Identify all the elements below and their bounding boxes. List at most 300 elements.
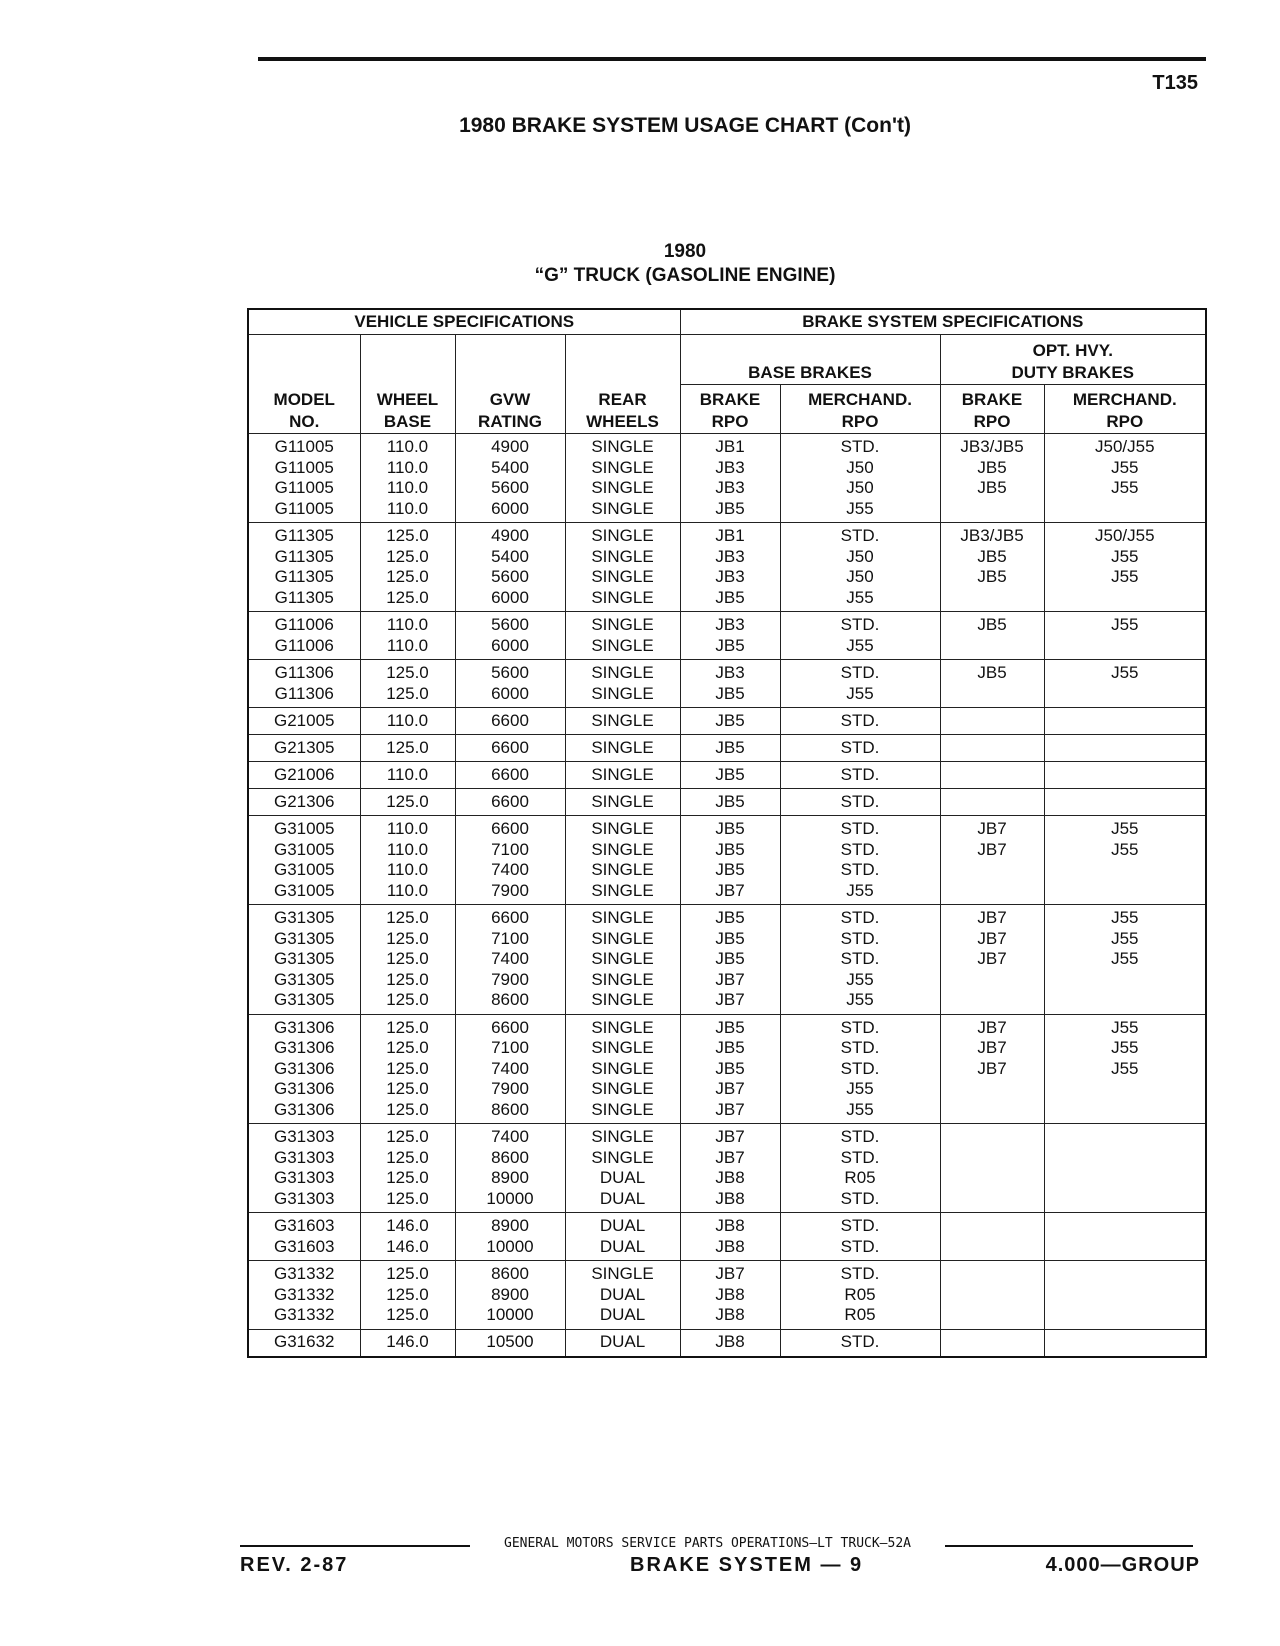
cell-value: SINGLE: [591, 880, 654, 900]
gvw-cell: [455, 816, 565, 905]
cell-value: J55: [1111, 1038, 1139, 1057]
cell-value: STD.: [840, 1058, 880, 1078]
brake-rpo-cell: [680, 789, 780, 816]
cell-value: SINGLE: [591, 839, 654, 859]
cell-value: J55: [1111, 839, 1139, 859]
cell-value: 10500: [486, 1332, 534, 1352]
cell-value: 125.0: [386, 949, 429, 968]
cell-value: STD.: [840, 1017, 880, 1037]
sub-heading: [0, 240, 1280, 288]
cell-value: G31303: [274, 1127, 335, 1146]
cell-value: J55: [1111, 663, 1139, 682]
cell-value: J55: [1111, 949, 1139, 968]
brake-specs-header: BRAKE SYSTEM SPECIFICATIONS: [680, 309, 1206, 335]
cell-value: 110.0: [386, 839, 429, 859]
cell-value: G21305: [274, 737, 335, 757]
cell-value: 6600: [491, 1017, 529, 1037]
sub-heading-line: “G” TRUCK (GASOLINE ENGINE): [534, 265, 836, 286]
cell-value: G31306: [274, 1017, 335, 1037]
merch-rpo-cell: [780, 523, 940, 612]
cell-value: DUAL: [599, 1188, 646, 1208]
col-header-brake-rpo: [680, 385, 780, 434]
cell-value: JB7: [977, 1017, 1007, 1037]
cell-value: 7900: [491, 969, 529, 989]
cell-value: 6600: [491, 710, 529, 730]
cell-value: J55: [846, 969, 874, 989]
cell-value: G11006: [274, 635, 334, 655]
col-header-rear-wheels: [565, 385, 680, 434]
header-blank: [455, 335, 565, 385]
col-header-text: WHEELS: [586, 412, 659, 431]
table-row: [248, 1124, 1206, 1213]
rear-wheels-cell: [565, 434, 680, 523]
cell-value: JB5: [715, 949, 745, 968]
brake-rpo-cell: [680, 816, 780, 905]
wheel-base-cell: [360, 1213, 455, 1261]
cell-value: JB7: [715, 1147, 745, 1167]
cell-value: 5600: [491, 663, 529, 682]
cell-value: JB7: [977, 1038, 1007, 1057]
cell-value: 8900: [491, 1216, 529, 1235]
cell-value: J55: [1111, 1058, 1139, 1078]
cell-value: JB5: [715, 1058, 745, 1078]
rear-wheels-cell: [565, 523, 680, 612]
col-header-opt-brake-rpo: [940, 385, 1044, 434]
merch-rpo-cell: [780, 612, 940, 660]
sub-heading-year: 1980: [663, 241, 707, 262]
wheel-base-cell: [360, 1014, 455, 1124]
cell-value: 125.0: [386, 791, 429, 811]
model-cell: [248, 612, 360, 660]
cell-value: R05: [844, 1284, 876, 1304]
opt-heavy-duty-line1: OPT. HVY.: [1032, 341, 1113, 360]
cell-value: JB5: [715, 1038, 745, 1057]
cell-value: STD.: [840, 1127, 880, 1146]
cell-value: J55: [1111, 908, 1139, 927]
cell-value: JB8: [715, 1168, 745, 1187]
cell-value: JB8: [715, 1284, 745, 1304]
cell-value: SINGLE: [591, 860, 654, 879]
cell-value: J55: [846, 1079, 874, 1098]
col-header-text: MERCHAND.: [1072, 390, 1177, 409]
cell-value: 125.0: [386, 908, 429, 927]
opt-merch-rpo-cell: [1044, 1213, 1206, 1261]
cell-value: STD.: [840, 764, 880, 784]
cell-value: J55: [1111, 567, 1139, 586]
cell-value: SINGLE: [591, 1058, 654, 1078]
footer-publisher: GENERAL MOTORS SERVICE PARTS OPERATIONS—LT TRUCK—52A: [504, 1536, 911, 1551]
cell-value: 110.0: [386, 635, 429, 655]
cell-value: JB7: [977, 839, 1007, 859]
cell-value: G31303: [274, 1168, 335, 1187]
cell-value: DUAL: [599, 1236, 646, 1256]
cell-value: G31306: [274, 1058, 335, 1078]
table-row: [248, 434, 1206, 523]
cell-value: SINGLE: [591, 908, 654, 927]
cell-value: STD.: [840, 1264, 880, 1283]
cell-value: JB7: [977, 908, 1007, 927]
cell-value: JB5: [977, 663, 1007, 682]
cell-value: G31005: [274, 819, 335, 838]
cell-value: J55: [1111, 478, 1139, 497]
cell-value: J55: [1111, 457, 1139, 477]
cell-value: R05: [844, 1305, 876, 1324]
cell-value: J50/J55: [1095, 437, 1155, 456]
merch-rpo-cell: [780, 1014, 940, 1124]
cell-value: R05: [844, 1168, 876, 1187]
opt-brake-rpo-cell: [940, 1124, 1044, 1213]
cell-value: J55: [846, 498, 874, 518]
cell-value: G31306: [274, 1099, 335, 1119]
cell-value: SINGLE: [591, 457, 654, 477]
cell-value: G31005: [274, 839, 335, 859]
cell-value: SINGLE: [591, 990, 654, 1009]
cell-value: JB5: [715, 928, 745, 948]
cell-value: SINGLE: [591, 1038, 654, 1057]
gvw-cell: [455, 612, 565, 660]
table-row: [248, 789, 1206, 816]
cell-value: 7400: [491, 1127, 529, 1146]
cell-value: DUAL: [599, 1216, 646, 1235]
cell-value: STD.: [840, 819, 880, 838]
cell-value: 125.0: [386, 1017, 429, 1037]
opt-brake-rpo-cell: [940, 816, 1044, 905]
merch-rpo-cell: [780, 1124, 940, 1213]
cell-value: 6600: [491, 791, 529, 811]
col-header-text: BRAKE: [699, 390, 761, 409]
cell-value: SINGLE: [591, 1079, 654, 1098]
cell-value: J55: [846, 587, 874, 607]
cell-value: STD.: [840, 1332, 880, 1352]
brake-rpo-cell: [680, 1261, 780, 1330]
cell-value: SINGLE: [591, 969, 654, 989]
cell-value: J50: [846, 478, 874, 497]
cell-value: G31303: [274, 1147, 335, 1167]
cell-value: 125.0: [386, 1058, 429, 1078]
cell-value: JB5: [715, 587, 745, 607]
merch-rpo-cell: [780, 735, 940, 762]
cell-value: SINGLE: [591, 1017, 654, 1037]
cell-value: JB5: [715, 764, 745, 784]
cell-value: 125.0: [386, 737, 429, 757]
brake-rpo-cell: [680, 660, 780, 708]
cell-value: G11306: [274, 683, 334, 703]
opt-brake-rpo-cell: [940, 735, 1044, 762]
col-header-text: BRAKE: [961, 390, 1023, 409]
table-row: [248, 762, 1206, 789]
opt-merch-rpo-cell: [1044, 1014, 1206, 1124]
cell-value: JB5: [715, 908, 745, 927]
col-header-text: GVW: [489, 390, 531, 409]
model-cell: [248, 523, 360, 612]
footer-rule: [945, 1545, 1193, 1547]
opt-merch-rpo-cell: [1044, 708, 1206, 735]
cell-value: JB5: [977, 615, 1007, 634]
cell-value: 110.0: [386, 615, 429, 634]
col-header-text: RPO: [711, 412, 749, 431]
cell-value: STD.: [840, 526, 880, 545]
brake-usage-table: [247, 308, 1207, 1358]
model-cell: [248, 735, 360, 762]
col-header-text: MODEL: [273, 390, 335, 409]
cell-value: SINGLE: [591, 737, 654, 757]
cell-value: 7100: [491, 1038, 529, 1057]
gvw-cell: [455, 1213, 565, 1261]
cell-value: JB3: [715, 478, 745, 497]
cell-value: G31305: [274, 928, 335, 948]
cell-value: 7900: [491, 1079, 529, 1098]
merch-rpo-cell: [780, 660, 940, 708]
cell-value: G31332: [274, 1305, 335, 1324]
cell-value: SINGLE: [591, 663, 654, 682]
table-row: [248, 735, 1206, 762]
cell-value: G31306: [274, 1079, 335, 1098]
cell-value: JB8: [715, 1188, 745, 1208]
opt-heavy-duty-header: [940, 335, 1206, 385]
col-header-text: REAR: [598, 390, 647, 409]
cell-value: 110.0: [386, 819, 429, 838]
merch-rpo-cell: [780, 1329, 940, 1357]
cell-value: 7400: [491, 1058, 529, 1078]
cell-value: 125.0: [386, 1079, 429, 1098]
col-header-text: RPO: [841, 412, 879, 431]
cell-value: JB5: [715, 710, 745, 730]
cell-value: JB5: [715, 737, 745, 757]
cell-value: SINGLE: [591, 437, 654, 456]
top-rule: [258, 57, 1206, 61]
cell-value: SINGLE: [591, 615, 654, 634]
cell-value: 5600: [491, 478, 529, 497]
merch-rpo-cell: [780, 1213, 940, 1261]
cell-value: JB5: [977, 457, 1007, 477]
cell-value: 4900: [491, 437, 529, 456]
cell-value: 6600: [491, 764, 529, 784]
cell-value: 8600: [491, 1264, 529, 1283]
cell-value: G31332: [274, 1264, 335, 1283]
cell-value: 8900: [491, 1168, 529, 1187]
cell-value: JB8: [715, 1305, 745, 1324]
page-code: T135: [1152, 72, 1198, 94]
cell-value: JB1: [715, 526, 745, 545]
opt-brake-rpo-cell: [940, 1329, 1044, 1357]
cell-value: G11005: [274, 457, 334, 477]
cell-value: JB7: [715, 880, 745, 900]
cell-value: G21005: [274, 710, 335, 730]
cell-value: 5600: [491, 567, 529, 586]
cell-value: G11005: [274, 498, 334, 518]
cell-value: 125.0: [386, 1168, 429, 1187]
model-cell: [248, 789, 360, 816]
cell-value: 8600: [491, 1147, 529, 1167]
cell-value: STD.: [840, 710, 880, 730]
cell-value: G31305: [274, 908, 335, 927]
cell-value: JB5: [715, 635, 745, 655]
opt-merch-rpo-cell: [1044, 434, 1206, 523]
cell-value: J55: [1111, 928, 1139, 948]
cell-value: SINGLE: [591, 710, 654, 730]
model-cell: [248, 1329, 360, 1357]
cell-value: J55: [846, 880, 874, 900]
gvw-cell: [455, 1124, 565, 1213]
cell-value: 125.0: [386, 526, 429, 545]
cell-value: 125.0: [386, 1127, 429, 1146]
cell-value: 7400: [491, 860, 529, 879]
cell-value: STD.: [840, 437, 880, 456]
cell-value: JB7: [715, 1264, 745, 1283]
col-header-model-no: [248, 385, 360, 434]
opt-brake-rpo-cell: [940, 905, 1044, 1015]
wheel-base-cell: [360, 660, 455, 708]
cell-value: JB3/JB5: [960, 437, 1024, 456]
rear-wheels-cell: [565, 816, 680, 905]
rear-wheels-cell: [565, 905, 680, 1015]
cell-value: JB3/JB5: [960, 526, 1024, 545]
brake-rpo-cell: [680, 1124, 780, 1213]
cell-value: JB5: [977, 478, 1007, 497]
cell-value: G31332: [274, 1284, 335, 1304]
cell-value: JB3: [715, 457, 745, 477]
opt-merch-rpo-cell: [1044, 789, 1206, 816]
rear-wheels-cell: [565, 789, 680, 816]
cell-value: JB3: [715, 546, 745, 566]
table-row: [248, 1014, 1206, 1124]
cell-value: SINGLE: [591, 567, 654, 586]
cell-value: 5400: [491, 457, 529, 477]
cell-value: JB5: [715, 1017, 745, 1037]
gvw-cell: [455, 762, 565, 789]
cell-value: STD.: [840, 839, 880, 859]
model-cell: [248, 660, 360, 708]
cell-value: JB5: [977, 546, 1007, 566]
rear-wheels-cell: [565, 1124, 680, 1213]
cell-value: G31632: [274, 1332, 335, 1352]
cell-value: J55: [846, 990, 874, 1009]
cell-value: JB3: [715, 663, 745, 682]
cell-value: 110.0: [386, 860, 429, 879]
header-blank: [360, 335, 455, 385]
opt-merch-rpo-cell: [1044, 523, 1206, 612]
cell-value: 125.0: [386, 663, 429, 682]
gvw-cell: [455, 434, 565, 523]
model-cell: [248, 708, 360, 735]
cell-value: 6000: [491, 498, 529, 518]
cell-value: JB7: [715, 990, 745, 1009]
model-cell: [248, 762, 360, 789]
cell-value: 4900: [491, 526, 529, 545]
cell-value: 110.0: [386, 710, 429, 730]
rear-wheels-cell: [565, 1014, 680, 1124]
wheel-base-cell: [360, 1329, 455, 1357]
cell-value: JB8: [715, 1332, 745, 1352]
gvw-cell: [455, 905, 565, 1015]
cell-value: 125.0: [386, 1305, 429, 1324]
cell-value: SINGLE: [591, 791, 654, 811]
cell-value: STD.: [840, 1038, 880, 1057]
merch-rpo-cell: [780, 1261, 940, 1330]
opt-brake-rpo-cell: [940, 660, 1044, 708]
cell-value: 6600: [491, 908, 529, 927]
cell-value: G21306: [274, 791, 335, 811]
col-header-text: NO.: [289, 412, 320, 431]
table-row: [248, 816, 1206, 905]
opt-brake-rpo-cell: [940, 612, 1044, 660]
cell-value: 125.0: [386, 1264, 429, 1283]
cell-value: DUAL: [599, 1168, 646, 1187]
cell-value: STD.: [840, 860, 880, 879]
cell-value: JB3: [715, 615, 745, 634]
cell-value: SINGLE: [591, 819, 654, 838]
table-row: [248, 660, 1206, 708]
rear-wheels-cell: [565, 1213, 680, 1261]
opt-brake-rpo-cell: [940, 708, 1044, 735]
model-cell: [248, 1014, 360, 1124]
cell-value: J55: [846, 683, 874, 703]
table-row: [248, 1261, 1206, 1330]
cell-value: 125.0: [386, 990, 429, 1009]
gvw-cell: [455, 523, 565, 612]
vehicle-specs-header: VEHICLE SPECIFICATIONS: [248, 309, 680, 335]
opt-merch-rpo-cell: [1044, 735, 1206, 762]
gvw-cell: [455, 708, 565, 735]
cell-value: G11305: [274, 587, 334, 607]
cell-value: 125.0: [386, 1099, 429, 1119]
merch-rpo-cell: [780, 762, 940, 789]
wheel-base-cell: [360, 789, 455, 816]
brake-rpo-cell: [680, 905, 780, 1015]
cell-value: STD.: [840, 663, 880, 682]
wheel-base-cell: [360, 523, 455, 612]
cell-value: 125.0: [386, 546, 429, 566]
col-header-wheel-base: [360, 385, 455, 434]
merch-rpo-cell: [780, 905, 940, 1015]
cell-value: 146.0: [386, 1216, 429, 1235]
cell-value: J50: [846, 546, 874, 566]
cell-value: JB7: [715, 1099, 745, 1119]
model-cell: [248, 816, 360, 905]
cell-value: DUAL: [599, 1305, 646, 1324]
cell-value: J50: [846, 567, 874, 586]
merch-rpo-cell: [780, 708, 940, 735]
cell-value: SINGLE: [591, 764, 654, 784]
cell-value: 7400: [491, 949, 529, 968]
brake-rpo-cell: [680, 1213, 780, 1261]
cell-value: 8900: [491, 1284, 529, 1304]
cell-value: STD.: [840, 1188, 880, 1208]
cell-value: 5400: [491, 546, 529, 566]
opt-merch-rpo-cell: [1044, 816, 1206, 905]
cell-value: J55: [1111, 615, 1139, 634]
cell-value: 6000: [491, 635, 529, 655]
cell-value: STD.: [840, 949, 880, 968]
wheel-base-cell: [360, 708, 455, 735]
cell-value: J50/J55: [1095, 526, 1155, 545]
opt-merch-rpo-cell: [1044, 612, 1206, 660]
gvw-cell: [455, 789, 565, 816]
cell-value: STD.: [840, 737, 880, 757]
wheel-base-cell: [360, 434, 455, 523]
col-header-text: MERCHAND.: [808, 390, 912, 409]
cell-value: JB5: [715, 839, 745, 859]
cell-value: JB5: [715, 791, 745, 811]
brake-rpo-cell: [680, 762, 780, 789]
merch-rpo-cell: [780, 789, 940, 816]
cell-value: SINGLE: [591, 498, 654, 518]
col-header-text: WHEEL: [376, 390, 439, 409]
col-header-opt-merchand-rpo: [1044, 385, 1206, 434]
cell-value: J55: [1111, 1017, 1139, 1037]
cell-value: 7100: [491, 928, 529, 948]
rear-wheels-cell: [565, 1261, 680, 1330]
